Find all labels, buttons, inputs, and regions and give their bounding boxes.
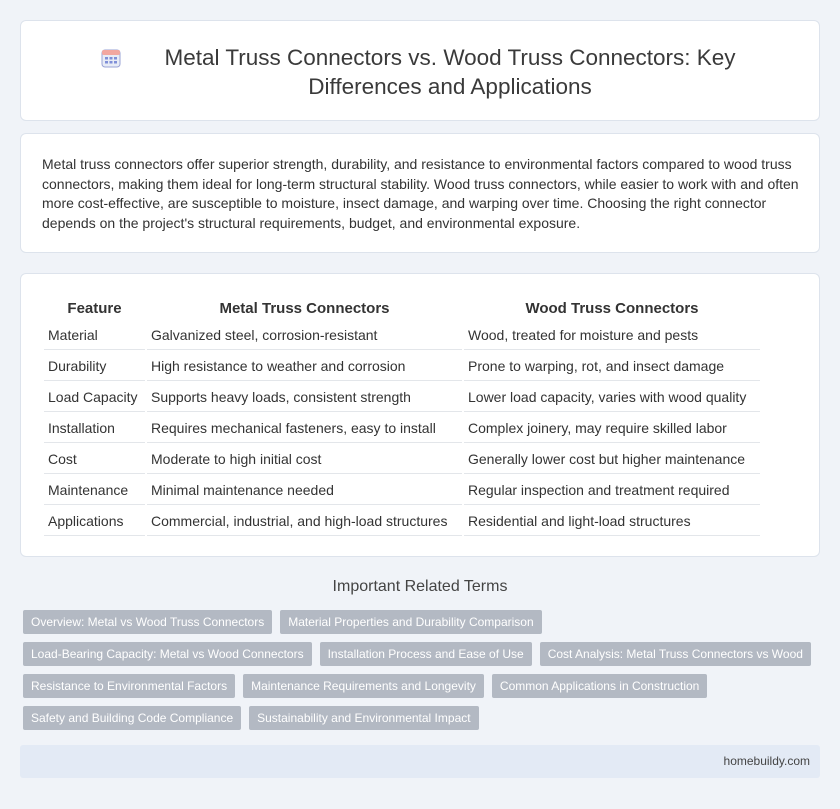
related-term-tag[interactable]: Resistance to Environmental Factors [23,674,235,698]
table-row [44,445,760,474]
table-row [44,476,760,505]
table-cell: Moderate to high initial cost [147,445,462,474]
footer-site-link[interactable]: homebuildy.com [723,754,810,768]
related-terms-heading: Important Related Terms [332,578,508,595]
table-cell: Load Capacity [44,383,145,412]
table-row [44,414,760,443]
comparison-table [42,295,762,538]
table-cell: Durability [44,352,145,381]
related-term-tag[interactable]: Common Applications in Construction [492,674,707,698]
related-term-tag[interactable]: Maintenance Requirements and Longevity [243,674,484,698]
table-cell: Maintenance [44,476,145,505]
intro-card [20,133,820,253]
table-cell: Commercial, industrial, and high-load structures [147,507,462,536]
column-header-wood: Wood Truss Connectors [525,299,699,317]
tag-row [23,706,823,730]
table-header-row [44,297,760,319]
table-cell: Regular inspection and treatment required [464,476,760,505]
table-cell: Lower load capacity, varies with wood quality [464,383,760,412]
tag-row [23,674,823,698]
related-term-tag[interactable]: Cost Analysis: Metal Truss Connectors vs Wood [540,642,811,666]
related-term-tag[interactable]: Material Properties and Durability Comparison [280,610,541,634]
related-term-tag[interactable]: Overview: Metal vs Wood Truss Connectors [23,610,272,634]
table-cell: High resistance to weather and corrosion [147,352,462,381]
table-cell: Generally lower cost but higher maintenance [464,445,760,474]
tag-row [23,642,823,666]
intro-paragraph: Metal truss connectors offer superior strength, durability, and resistance to environmental factors compared to wood truss connectors, making them ideal for long-term structural stability. Wood truss connectors, while easier to work with and often more cost-effective, are susceptible to moisture, insect damage, and warping over time. Choosing the right connector depends on the project's structural requirements, budget, and environmental exposure. [42,156,799,231]
table-row [44,507,760,536]
related-term-tag[interactable]: Sustainability and Environmental Impact [249,706,478,730]
table-cell: Prone to warping, rot, and insect damage [464,352,760,381]
table-cell: Supports heavy loads, consistent strength [147,383,462,412]
comparison-table-card [20,273,820,557]
header-card [20,20,820,121]
table-cell: Installation [44,414,145,443]
table-cell: Galvanized steel, corrosion-resistant [147,321,462,350]
table-cell: Material [44,321,145,350]
table-cell: Cost [44,445,145,474]
table-row [44,352,760,381]
footer [20,745,820,778]
table-row [44,321,760,350]
related-term-tag[interactable]: Load-Bearing Capacity: Metal vs Wood Connectors [23,642,312,666]
column-header-metal: Metal Truss Connectors [219,299,390,317]
tag-row [23,610,823,634]
page-title: Metal Truss Connectors vs. Wood Truss Connectors: Key Differences and Applications [164,45,736,99]
table-cell: Applications [44,507,145,536]
column-header-feature: Feature [67,299,122,317]
table-row [44,383,760,412]
related-term-tag[interactable]: Safety and Building Code Compliance [23,706,241,730]
table-cell: Complex joinery, may require skilled labor [464,414,760,443]
table-cell: Requires mechanical fasteners, easy to install [147,414,462,443]
table-cell: Wood, treated for moisture and pests [464,321,760,350]
related-term-tag[interactable]: Installation Process and Ease of Use [320,642,532,666]
table-cell: Residential and light-load structures [464,507,760,536]
table-cell: Minimal maintenance needed [147,476,462,505]
related-terms-list [23,610,823,738]
